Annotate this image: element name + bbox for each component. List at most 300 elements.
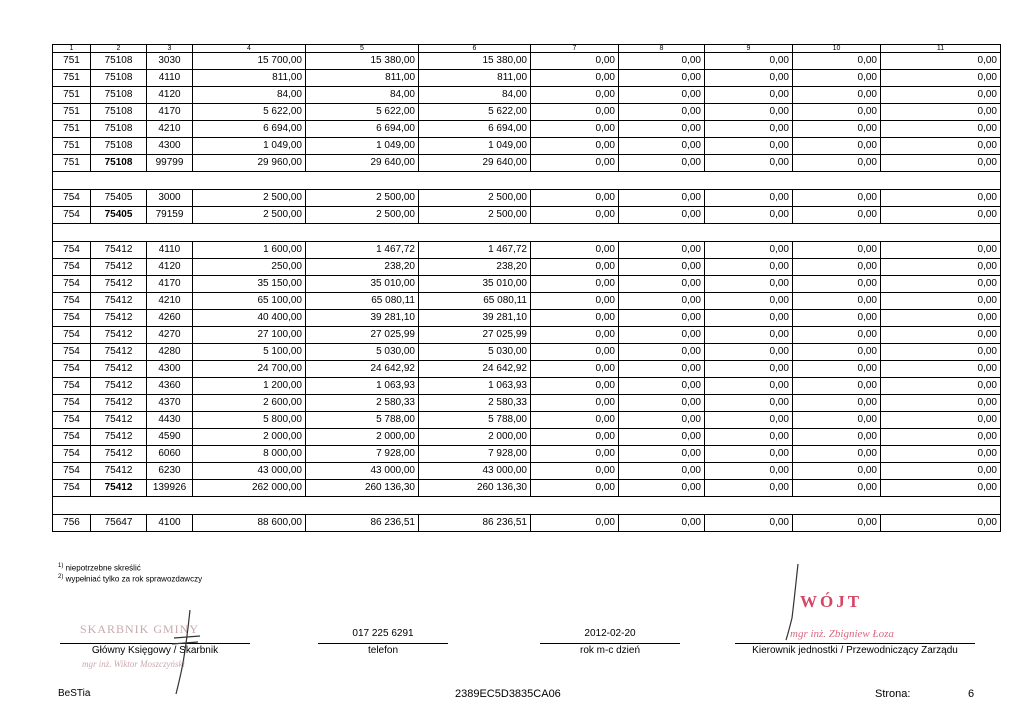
amount-cell: 84,00 <box>419 87 531 104</box>
amount-cell: 0,00 <box>619 53 705 70</box>
amount-cell: 5 622,00 <box>419 104 531 121</box>
amount-cell: 27 025,99 <box>306 327 419 344</box>
section-cell: 754 <box>53 429 91 446</box>
table-subtotal-row <box>53 480 1001 497</box>
amount-cell: 0,00 <box>881 429 1001 446</box>
amount-cell: 0,00 <box>619 121 705 138</box>
section-cell: 751 <box>53 104 91 121</box>
amount-cell: 65 100,00 <box>193 293 306 310</box>
section-cell: 754 <box>53 344 91 361</box>
head-signature-line <box>735 643 975 644</box>
paragraph-cell: 6060 <box>147 446 193 463</box>
section-cell: 754 <box>53 327 91 344</box>
amount-cell: 260 136,30 <box>306 480 419 497</box>
head-name: mgr inż. Zbigniew Łoza <box>790 628 894 640</box>
amount-cell: 0,00 <box>793 53 881 70</box>
amount-cell: 0,00 <box>793 446 881 463</box>
table-row <box>53 344 1001 361</box>
amount-cell: 0,00 <box>705 515 793 532</box>
amount-cell: 0,00 <box>705 361 793 378</box>
table-row <box>53 515 1001 532</box>
chapter-cell: 75412 <box>91 293 147 310</box>
amount-cell: 6 694,00 <box>193 121 306 138</box>
amount-cell: 0,00 <box>619 446 705 463</box>
amount-cell: 0,00 <box>881 259 1001 276</box>
table-row <box>53 395 1001 412</box>
amount-cell: 0,00 <box>531 70 619 87</box>
phone-label: telefon <box>367 645 399 656</box>
column-number: 2 <box>91 45 147 53</box>
chapter-cell: 75412 <box>91 361 147 378</box>
amount-cell: 0,00 <box>881 276 1001 293</box>
amount-cell: 0,00 <box>881 155 1001 172</box>
amount-cell: 0,00 <box>793 327 881 344</box>
amount-cell: 1 049,00 <box>306 138 419 155</box>
amount-cell: 0,00 <box>705 87 793 104</box>
amount-cell: 6 694,00 <box>419 121 531 138</box>
section-cell: 754 <box>53 293 91 310</box>
column-number: 10 <box>793 45 881 53</box>
amount-cell: 0,00 <box>881 207 1001 224</box>
amount-cell: 1 600,00 <box>193 242 306 259</box>
amount-cell: 0,00 <box>793 412 881 429</box>
phone-value: 017 225 6291 <box>352 628 414 639</box>
amount-cell: 2 580,33 <box>419 395 531 412</box>
amount-cell: 29 960,00 <box>193 155 306 172</box>
amount-cell: 0,00 <box>881 87 1001 104</box>
chapter-cell: 75108 <box>91 104 147 121</box>
paragraph-cell: 79159 <box>147 207 193 224</box>
amount-cell: 0,00 <box>531 155 619 172</box>
page-number: 6 <box>968 688 975 700</box>
amount-cell: 0,00 <box>705 121 793 138</box>
amount-cell: 0,00 <box>793 138 881 155</box>
section-cell: 754 <box>53 395 91 412</box>
amount-cell: 0,00 <box>619 310 705 327</box>
paragraph-cell: 4170 <box>147 104 193 121</box>
amount-cell: 2 580,33 <box>306 395 419 412</box>
amount-cell: 0,00 <box>793 395 881 412</box>
column-number: 1 <box>53 45 91 53</box>
chapter-cell: 75412 <box>91 344 147 361</box>
amount-cell: 0,00 <box>793 361 881 378</box>
amount-cell: 0,00 <box>619 395 705 412</box>
amount-cell: 0,00 <box>531 121 619 138</box>
amount-cell: 0,00 <box>619 87 705 104</box>
amount-cell: 2 500,00 <box>193 190 306 207</box>
amount-cell: 15 380,00 <box>419 53 531 70</box>
budget-table <box>52 44 1001 532</box>
paragraph-cell: 3030 <box>147 53 193 70</box>
amount-cell: 0,00 <box>531 190 619 207</box>
amount-cell: 0,00 <box>881 463 1001 480</box>
amount-cell: 1 467,72 <box>306 242 419 259</box>
amount-cell: 2 000,00 <box>419 429 531 446</box>
chapter-cell: 75412 <box>91 242 147 259</box>
amount-cell: 35 150,00 <box>193 276 306 293</box>
table-row <box>53 429 1001 446</box>
amount-cell: 0,00 <box>531 87 619 104</box>
amount-cell: 5 800,00 <box>193 412 306 429</box>
amount-cell: 43 000,00 <box>419 463 531 480</box>
paragraph-cell: 4300 <box>147 138 193 155</box>
chapter-cell: 75412 <box>91 412 147 429</box>
amount-cell: 250,00 <box>193 259 306 276</box>
paragraph-cell: 4260 <box>147 310 193 327</box>
paragraph-cell: 4370 <box>147 395 193 412</box>
amount-cell: 7 928,00 <box>419 446 531 463</box>
amount-cell: 0,00 <box>531 446 619 463</box>
amount-cell: 0,00 <box>619 190 705 207</box>
amount-cell: 2 500,00 <box>419 190 531 207</box>
table-row <box>53 361 1001 378</box>
table-row <box>53 121 1001 138</box>
chapter-cell: 75412 <box>91 310 147 327</box>
amount-cell: 39 281,10 <box>306 310 419 327</box>
table-row <box>53 327 1001 344</box>
amount-cell: 0,00 <box>705 190 793 207</box>
head-label: Kierownik jednostki / Przewodniczący Zarządu <box>752 645 958 656</box>
amount-cell: 0,00 <box>793 378 881 395</box>
amount-cell: 65 080,11 <box>306 293 419 310</box>
amount-cell: 0,00 <box>793 276 881 293</box>
paragraph-cell: 99799 <box>147 155 193 172</box>
amount-cell: 0,00 <box>881 480 1001 497</box>
paragraph-cell: 139926 <box>147 480 193 497</box>
amount-cell: 0,00 <box>793 480 881 497</box>
column-number: 3 <box>147 45 193 53</box>
amount-cell: 0,00 <box>619 276 705 293</box>
amount-cell: 84,00 <box>306 87 419 104</box>
amount-cell: 0,00 <box>531 463 619 480</box>
amount-cell: 0,00 <box>619 242 705 259</box>
column-number: 7 <box>531 45 619 53</box>
amount-cell: 0,00 <box>793 259 881 276</box>
column-number: 9 <box>705 45 793 53</box>
amount-cell: 43 000,00 <box>306 463 419 480</box>
section-cell: 754 <box>53 480 91 497</box>
amount-cell: 0,00 <box>881 395 1001 412</box>
amount-cell: 0,00 <box>793 155 881 172</box>
amount-cell: 2 600,00 <box>193 395 306 412</box>
table-row <box>53 259 1001 276</box>
amount-cell: 5 030,00 <box>419 344 531 361</box>
amount-cell: 0,00 <box>705 53 793 70</box>
amount-cell: 0,00 <box>793 207 881 224</box>
amount-cell: 0,00 <box>705 293 793 310</box>
amount-cell: 0,00 <box>705 276 793 293</box>
amount-cell: 0,00 <box>793 242 881 259</box>
paragraph-cell: 4280 <box>147 344 193 361</box>
amount-cell: 0,00 <box>705 70 793 87</box>
amount-cell: 0,00 <box>705 138 793 155</box>
amount-cell: 29 640,00 <box>419 155 531 172</box>
amount-cell: 0,00 <box>531 515 619 532</box>
amount-cell: 0,00 <box>793 121 881 138</box>
section-cell: 754 <box>53 463 91 480</box>
amount-cell: 811,00 <box>193 70 306 87</box>
section-cell: 754 <box>53 446 91 463</box>
chapter-cell: 75108 <box>91 53 147 70</box>
amount-cell: 1 049,00 <box>193 138 306 155</box>
chapter-cell: 75412 <box>91 480 147 497</box>
section-cell: 751 <box>53 70 91 87</box>
section-cell: 751 <box>53 138 91 155</box>
amount-cell: 43 000,00 <box>193 463 306 480</box>
footnote-2 <box>58 574 202 584</box>
amount-cell: 6 694,00 <box>306 121 419 138</box>
treasurer-signature-line <box>60 643 250 644</box>
amount-cell: 0,00 <box>793 87 881 104</box>
section-cell: 751 <box>53 121 91 138</box>
section-cell: 754 <box>53 259 91 276</box>
amount-cell: 0,00 <box>619 70 705 87</box>
amount-cell: 0,00 <box>619 378 705 395</box>
amount-cell: 35 010,00 <box>306 276 419 293</box>
column-number: 11 <box>881 45 1001 53</box>
amount-cell: 260 136,30 <box>419 480 531 497</box>
section-cell: 754 <box>53 310 91 327</box>
amount-cell: 0,00 <box>705 207 793 224</box>
column-number-row <box>53 45 1001 53</box>
amount-cell: 0,00 <box>705 463 793 480</box>
amount-cell: 0,00 <box>881 70 1001 87</box>
amount-cell: 0,00 <box>531 429 619 446</box>
amount-cell: 5 788,00 <box>306 412 419 429</box>
amount-cell: 0,00 <box>793 515 881 532</box>
amount-cell: 0,00 <box>531 259 619 276</box>
amount-cell: 0,00 <box>881 327 1001 344</box>
section-cell: 754 <box>53 190 91 207</box>
amount-cell: 40 400,00 <box>193 310 306 327</box>
treasurer-name: mgr inż. Wiktor Moszczyński <box>82 659 185 669</box>
amount-cell: 5 100,00 <box>193 344 306 361</box>
amount-cell: 88 600,00 <box>193 515 306 532</box>
amount-cell: 0,00 <box>619 463 705 480</box>
section-cell: 754 <box>53 378 91 395</box>
chapter-cell: 75412 <box>91 259 147 276</box>
amount-cell: 0,00 <box>881 190 1001 207</box>
head-stamp: WÓJT <box>800 592 863 611</box>
amount-cell: 24 700,00 <box>193 361 306 378</box>
amount-cell: 0,00 <box>619 293 705 310</box>
amount-cell: 0,00 <box>531 53 619 70</box>
amount-cell: 238,20 <box>306 259 419 276</box>
treasurer-label: Główny Księgowy / Skarbnik <box>91 645 219 656</box>
chapter-cell: 75108 <box>91 87 147 104</box>
amount-cell: 5 622,00 <box>193 104 306 121</box>
amount-cell: 0,00 <box>881 344 1001 361</box>
amount-cell: 0,00 <box>619 138 705 155</box>
table-row <box>53 87 1001 104</box>
table-row <box>53 378 1001 395</box>
amount-cell: 811,00 <box>306 70 419 87</box>
amount-cell: 0,00 <box>705 429 793 446</box>
table-row <box>53 446 1001 463</box>
chapter-cell: 75647 <box>91 515 147 532</box>
amount-cell: 0,00 <box>881 361 1001 378</box>
amount-cell: 8 000,00 <box>193 446 306 463</box>
column-number: 6 <box>419 45 531 53</box>
amount-cell: 5 788,00 <box>419 412 531 429</box>
paragraph-cell: 4110 <box>147 70 193 87</box>
table-row <box>53 138 1001 155</box>
table-row <box>53 190 1001 207</box>
amount-cell: 0,00 <box>881 412 1001 429</box>
amount-cell: 0,00 <box>531 412 619 429</box>
amount-cell: 0,00 <box>705 104 793 121</box>
amount-cell: 0,00 <box>531 207 619 224</box>
amount-cell: 0,00 <box>531 276 619 293</box>
amount-cell: 1 200,00 <box>193 378 306 395</box>
amount-cell: 0,00 <box>881 378 1001 395</box>
amount-cell: 2 000,00 <box>306 429 419 446</box>
amount-cell: 0,00 <box>531 242 619 259</box>
amount-cell: 39 281,10 <box>419 310 531 327</box>
section-cell: 751 <box>53 87 91 104</box>
amount-cell: 0,00 <box>705 344 793 361</box>
table-row <box>53 70 1001 87</box>
chapter-cell: 75108 <box>91 70 147 87</box>
table-row <box>53 463 1001 480</box>
amount-cell: 0,00 <box>531 293 619 310</box>
amount-cell: 0,00 <box>881 242 1001 259</box>
column-number: 4 <box>193 45 306 53</box>
chapter-cell: 75108 <box>91 121 147 138</box>
amount-cell: 0,00 <box>793 293 881 310</box>
report-sheet <box>52 44 1000 532</box>
amount-cell: 5 622,00 <box>306 104 419 121</box>
amount-cell: 0,00 <box>881 104 1001 121</box>
chapter-cell: 75108 <box>91 155 147 172</box>
document-id: 2389EC5D3835CA06 <box>455 688 561 700</box>
amount-cell: 2 500,00 <box>306 207 419 224</box>
section-cell: 751 <box>53 53 91 70</box>
table-row <box>53 242 1001 259</box>
amount-cell: 238,20 <box>419 259 531 276</box>
amount-cell: 0,00 <box>619 207 705 224</box>
date-value: 2012-02-20 <box>584 628 636 639</box>
amount-cell: 1 049,00 <box>419 138 531 155</box>
paragraph-cell: 4100 <box>147 515 193 532</box>
amount-cell: 0,00 <box>705 259 793 276</box>
amount-cell: 0,00 <box>793 70 881 87</box>
amount-cell: 0,00 <box>705 480 793 497</box>
amount-cell: 1 063,93 <box>306 378 419 395</box>
paragraph-cell: 4430 <box>147 412 193 429</box>
table-row <box>53 412 1001 429</box>
section-cell: 754 <box>53 412 91 429</box>
amount-cell: 0,00 <box>619 412 705 429</box>
amount-cell: 1 467,72 <box>419 242 531 259</box>
amount-cell: 15 700,00 <box>193 53 306 70</box>
chapter-cell: 75108 <box>91 138 147 155</box>
paragraph-cell: 4170 <box>147 276 193 293</box>
chapter-cell: 75405 <box>91 207 147 224</box>
amount-cell: 35 010,00 <box>419 276 531 293</box>
amount-cell: 0,00 <box>793 463 881 480</box>
amount-cell: 0,00 <box>793 310 881 327</box>
amount-cell: 0,00 <box>619 480 705 497</box>
amount-cell: 0,00 <box>619 104 705 121</box>
paragraph-cell: 4360 <box>147 378 193 395</box>
amount-cell: 7 928,00 <box>306 446 419 463</box>
section-cell: 756 <box>53 515 91 532</box>
section-cell: 754 <box>53 276 91 293</box>
amount-cell: 0,00 <box>793 190 881 207</box>
paragraph-cell: 6230 <box>147 463 193 480</box>
amount-cell: 0,00 <box>705 242 793 259</box>
amount-cell: 0,00 <box>881 515 1001 532</box>
amount-cell: 262 000,00 <box>193 480 306 497</box>
amount-cell: 0,00 <box>619 515 705 532</box>
date-line <box>540 643 680 644</box>
amount-cell: 0,00 <box>793 429 881 446</box>
table-row <box>53 276 1001 293</box>
amount-cell: 0,00 <box>531 395 619 412</box>
amount-cell: 0,00 <box>531 327 619 344</box>
paragraph-cell: 4270 <box>147 327 193 344</box>
paragraph-cell: 4590 <box>147 429 193 446</box>
amount-cell: 24 642,92 <box>306 361 419 378</box>
paragraph-cell: 4210 <box>147 121 193 138</box>
chapter-cell: 75412 <box>91 327 147 344</box>
amount-cell: 0,00 <box>531 361 619 378</box>
amount-cell: 0,00 <box>619 429 705 446</box>
table-row <box>53 53 1001 70</box>
table-row <box>53 293 1001 310</box>
section-cell: 751 <box>53 155 91 172</box>
amount-cell: 0,00 <box>705 446 793 463</box>
table-subtotal-row <box>53 155 1001 172</box>
amount-cell: 0,00 <box>793 344 881 361</box>
section-cell: 754 <box>53 207 91 224</box>
amount-cell: 0,00 <box>705 155 793 172</box>
amount-cell: 0,00 <box>881 138 1001 155</box>
amount-cell: 2 500,00 <box>306 190 419 207</box>
footnote-1-mark: 1) <box>58 563 64 569</box>
amount-cell: 0,00 <box>881 293 1001 310</box>
chapter-cell: 75412 <box>91 276 147 293</box>
amount-cell: 84,00 <box>193 87 306 104</box>
chapter-cell: 75412 <box>91 446 147 463</box>
group-separator <box>53 172 1001 190</box>
amount-cell: 27 100,00 <box>193 327 306 344</box>
amount-cell: 0,00 <box>531 138 619 155</box>
software-name: BeSTia <box>58 688 91 699</box>
footnote-1 <box>58 563 141 573</box>
amount-cell: 86 236,51 <box>306 515 419 532</box>
chapter-cell: 75412 <box>91 429 147 446</box>
amount-cell: 0,00 <box>705 412 793 429</box>
column-number: 8 <box>619 45 705 53</box>
paragraph-cell: 4210 <box>147 293 193 310</box>
amount-cell: 27 025,99 <box>419 327 531 344</box>
amount-cell: 0,00 <box>531 480 619 497</box>
table-subtotal-row <box>53 207 1001 224</box>
amount-cell: 0,00 <box>531 344 619 361</box>
amount-cell: 2 000,00 <box>193 429 306 446</box>
amount-cell: 29 640,00 <box>306 155 419 172</box>
amount-cell: 0,00 <box>705 378 793 395</box>
chapter-cell: 75412 <box>91 395 147 412</box>
amount-cell: 0,00 <box>705 327 793 344</box>
amount-cell: 0,00 <box>881 310 1001 327</box>
date-label: rok m-c dzień <box>579 645 640 656</box>
paragraph-cell: 4120 <box>147 87 193 104</box>
amount-cell: 0,00 <box>531 378 619 395</box>
chapter-cell: 75412 <box>91 378 147 395</box>
